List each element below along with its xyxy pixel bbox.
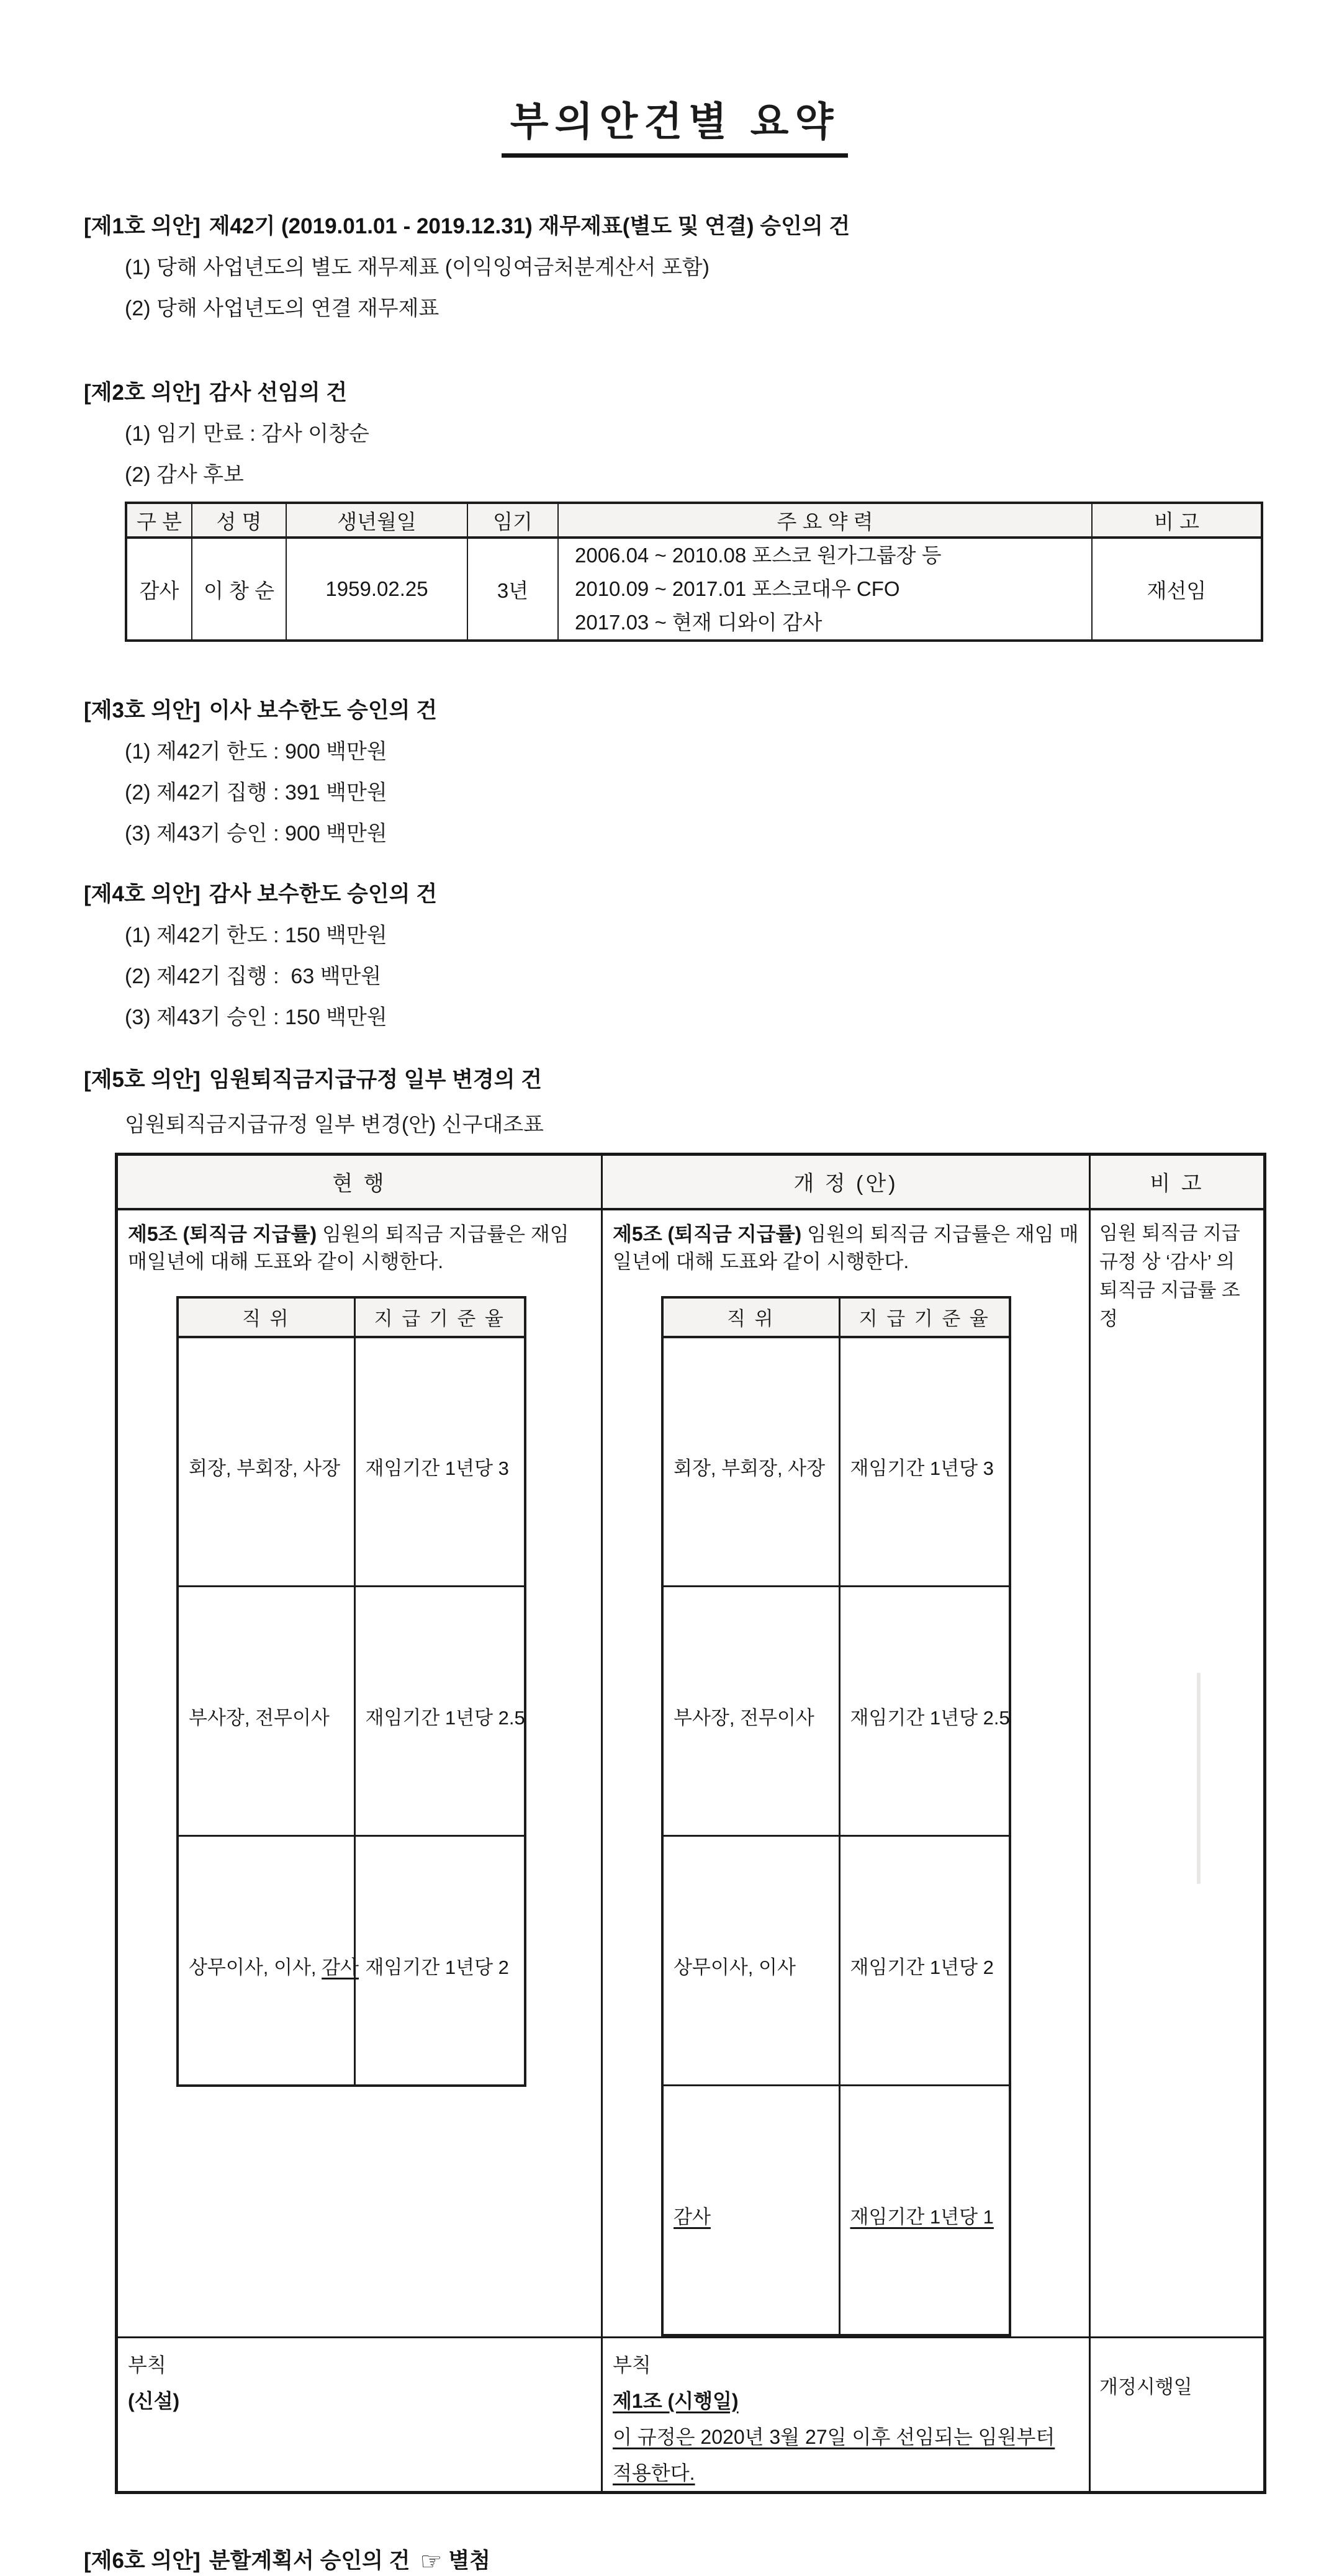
current-addendum-cell [117,2337,602,2492]
col-header-remarks: 비 고 [1090,1155,1265,1209]
agenda4-item-3: (3) 제43기 승인 : 150 백만원 [125,1006,387,1029]
revised-position-4-text: 감사 [674,2205,711,2228]
career-line-2: 2010.09 ~ 2017.01 포스코대우 CFO [575,577,900,600]
section-agenda-2 [84,379,1266,642]
col-header-note: 비 고 [1092,503,1262,538]
agenda2-tag: [제2호 의안] [84,381,201,405]
career-line-3: 2017.03 ~ 현재 디와이 감사 [575,611,822,634]
current-rate-row-2 [178,1587,525,1836]
cell-category: 감사 [126,538,192,641]
pointing-hand-icon: ☞ [420,2547,443,2575]
cell-note: 재선임 [1092,538,1262,641]
cell-career [558,538,1092,641]
section-agenda-3 [84,696,1266,848]
agenda6-title: 분할계획서 승인의 건 [209,2548,410,2573]
cell-term: 3년 [467,538,558,641]
agenda3-tag: [제3호 의안] [84,698,201,723]
section-agenda-6 [84,2547,1266,2576]
revised-rate-4-text: 재임기간 1년당 1 [850,2205,994,2228]
revised-article-body-text: 이 규정은 2020년 3월 27일 이후 선임되는 임원부터 적용한다. [613,2425,1055,2484]
agenda1-item-1: (1) 당해 사업년도의 별도 재무제표 (이익잉여금처분계산서 포함) [125,256,710,279]
revised-position-1: 회장, 부회장, 사장 [662,1337,839,1587]
revised-rate-1: 재임기간 1년당 3 [839,1337,1010,1587]
auditor-candidate-table [125,502,1263,642]
col-header-name: 성 명 [192,503,286,538]
current-col-rate: 지 급 기 준 율 [354,1297,525,1337]
comparison-addendum-row [117,2337,1265,2492]
revised-rate-4 [839,2086,1010,2335]
agenda6-heading [84,2547,1266,2576]
revised-col-rate: 지 급 기 준 율 [839,1297,1010,1337]
agenda6-tag: [제6호 의안] [84,2548,201,2573]
agenda4-heading [84,880,1266,909]
agenda1-tag: [제1호 의안] [84,214,201,238]
agenda5-subtitle: 임원퇴직금지급규정 일부 변경(안) 신구대조표 [125,1113,544,1137]
agenda3-item-2: (2) 제42기 집행 : 391 백만원 [125,781,387,804]
page-title: 부의안건별 요약 [502,90,849,158]
career-line-1: 2006.04 ~ 2010.08 포스코 원가그룹장 등 [575,544,942,567]
agenda3-item-3: (3) 제43기 승인 : 900 백만원 [125,822,387,845]
revised-rate-row-4 [662,2086,1010,2335]
section-agenda-5 [84,1066,1266,2494]
remarks-addendum-cell: 개정시행일 [1090,2337,1265,2492]
agenda4-tag: [제4호 의안] [84,882,201,906]
current-addendum-title: 부칙 [128,2353,166,2376]
current-clause-rest: 임원의 퇴직금 지급률은 재임 매일년에 대해 도표와 같이 시행한다. [128,1222,569,1272]
current-position-1: 회장, 부회장, 사장 [178,1337,354,1587]
col-header-current: 현 행 [117,1155,602,1209]
current-rate-row-3 [178,1836,525,2086]
revised-rate-3: 재임기간 1년당 2 [839,1836,1010,2086]
agenda4-title: 감사 보수한도 승인의 건 [209,882,438,906]
remarks-clause-cell: 임원 퇴직금 지급 규정 상 ‘감사’ 의 퇴직금 지급률 조정 [1090,1209,1265,2338]
revised-rate-row-2 [662,1587,1010,1836]
agenda4-item-2: (2) 제42기 집행 : 63 백만원 [125,965,382,988]
agenda2-item-2: (2) 감사 후보 [125,463,244,487]
current-addendum-new: (신설) [128,2389,180,2412]
revised-rate-2: 재임기간 1년당 2.5 [839,1587,1010,1836]
col-header-career: 주 요 약 력 [558,503,1092,538]
revised-clause-text [613,1220,1079,1275]
agenda5-title: 임원퇴직금지급규정 일부 변경의 건 [209,1068,543,1092]
agenda2-heading [84,379,1266,407]
current-rate-3: 재임기간 1년당 2 [354,1836,525,2086]
agenda1-title: 제42기 (2019.01.01 - 2019.12.31) 재무제표(별도 및 연결) 승인의 건 [209,214,850,238]
revised-position-3: 상무이사, 이사 [662,1836,839,2086]
agenda2-title: 감사 선임의 건 [209,381,348,405]
current-clause-cell [117,1209,602,2338]
revised-position-4 [662,2086,839,2335]
revised-rate-header-row [662,1297,1010,1337]
candidate-table-row [126,538,1262,641]
current-rate-header-row [178,1297,525,1337]
revised-clause-bold: 제5조 (퇴직금 지급률) [613,1222,802,1245]
revised-position-2: 부사장, 전무이사 [662,1587,839,1836]
revised-addendum-cell [602,2337,1090,2492]
agenda2-item-1: (1) 임기 만료 : 감사 이창순 [125,422,369,446]
cell-birthdate: 1959.02.25 [286,538,467,641]
revised-addendum-title: 부칙 [613,2353,651,2376]
revised-rate-table [661,1296,1011,2336]
agenda5-heading [84,1066,1266,1094]
current-position-3 [178,1836,359,2086]
agenda6-attachment-label: 별첨 [448,2548,490,2573]
comparison-clause-row [117,1209,1265,2338]
current-rate-1: 재임기간 1년당 3 [354,1337,525,1587]
candidate-table-header-row [126,503,1262,538]
agenda4-item-1: (1) 제42기 한도 : 150 백만원 [125,924,387,947]
regulation-comparison-table [115,1153,1266,2494]
revised-addendum-body [613,2419,1079,2491]
agenda1-item-2: (2) 당해 사업년도의 연결 재무제표 [125,297,439,320]
current-rate-row-1 [178,1337,525,1587]
col-header-category: 구 분 [126,503,192,538]
revised-rate-row-1 [662,1337,1010,1587]
agenda3-item-1: (1) 제42기 한도 : 900 백만원 [125,740,387,763]
revised-addendum-article [613,2383,1079,2419]
revised-clause-rest: 임원의 퇴직금 지급률은 재임 매일년에 대해 도표와 같이 시행한다. [613,1222,1079,1272]
cell-name: 이 창 순 [192,538,286,641]
current-rate-2: 재임기간 1년당 2.5 [354,1587,525,1836]
revised-col-position: 직 위 [662,1297,839,1337]
current-position-3-prefix: 상무이사, 이사, [189,1956,317,1978]
current-position-3-underlined: 감사 [322,1956,359,1978]
revised-clause-cell [602,1209,1090,2338]
current-clause-text [128,1220,591,1275]
scan-artifact [1197,1673,1201,1884]
agenda5-tag: [제5호 의안] [84,1068,201,1092]
current-clause-bold: 제5조 (퇴직금 지급률) [128,1222,317,1245]
col-header-revised: 개 정 (안) [602,1155,1090,1209]
agenda3-title: 이사 보수한도 승인의 건 [209,698,438,723]
comparison-header-row [117,1155,1265,1209]
title-wrap [84,90,1266,158]
col-header-term: 임기 [467,503,558,538]
revised-rate-row-3 [662,1836,1010,2086]
current-rate-table [176,1296,526,2087]
col-header-birthdate: 생년월일 [286,503,467,538]
current-position-2: 부사장, 전무이사 [178,1587,354,1836]
section-agenda-4 [84,880,1266,1032]
section-agenda-1 [84,212,1266,323]
current-col-position: 직 위 [178,1297,354,1337]
revised-article-label: 제1조 (시행일) [613,2389,739,2412]
agenda3-heading [84,696,1266,725]
agenda1-heading [84,212,1266,241]
